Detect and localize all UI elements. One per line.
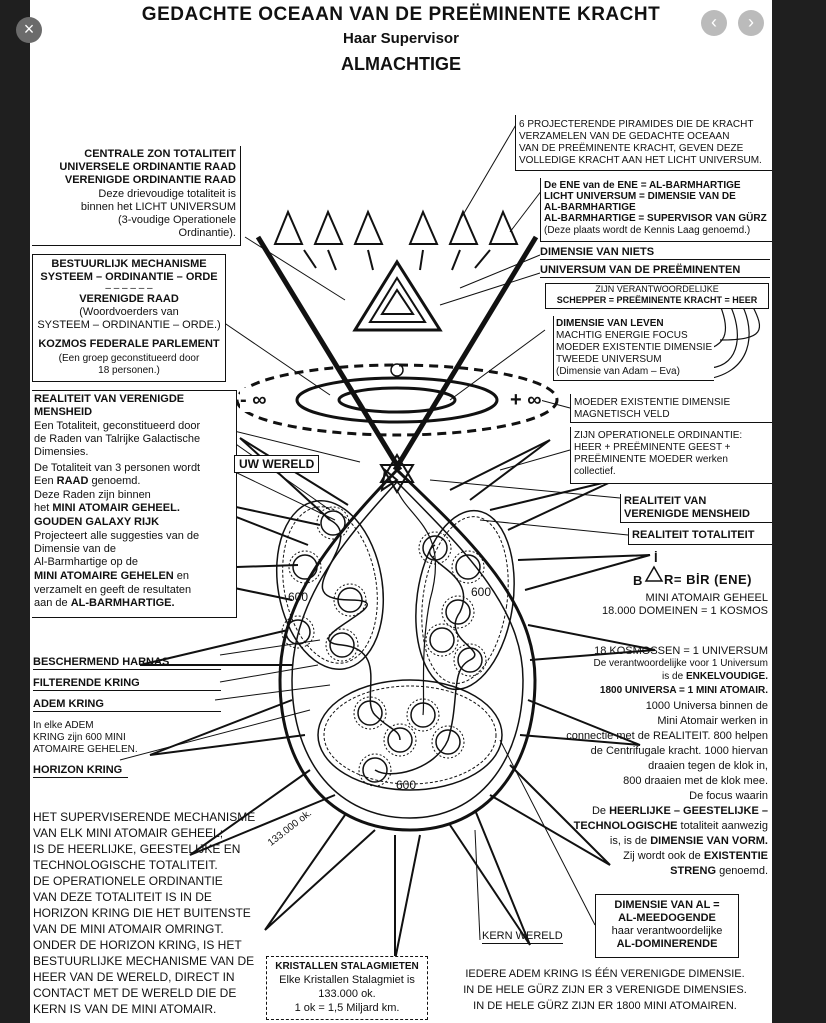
centrale-line-7: Ordinantie). <box>178 227 236 239</box>
realv-line-2: VERENIGDE MENSHEID <box>624 508 750 520</box>
pyramid-5 <box>450 212 477 244</box>
chevron-left-icon: ‹ <box>711 12 717 32</box>
oper-line-3: PREËMINENTE MOEDER werken <box>574 454 728 465</box>
operationele-box <box>570 427 772 484</box>
gouden-galaxy: GOUDEN GALAXY RIJK <box>34 516 160 528</box>
ene-box <box>540 178 772 242</box>
moeder-line-1: MOEDER EXISTENTIE DIMENSIE <box>574 397 731 408</box>
realiteit-verenigde-box <box>620 494 772 523</box>
pyr-line-1: 6 PROJECTERENDE PIRAMIDES DIE DE KRACHT <box>519 119 754 130</box>
centrale-line-6: (3-voudige Operationele <box>117 214 236 226</box>
pyr-line-2: VERZAMELEN VAN DE GEDACHTE OCEAAN <box>519 131 730 142</box>
mini-line-2: 18.000 DOMEINEN = 1 KOSMOS <box>602 605 768 617</box>
pyramid-2 <box>315 212 342 244</box>
mini-line-1: MINI ATOMAIR GEHEEL <box>645 592 768 604</box>
bottom-line-3: IN DE HELE GÜRZ ZIJN ER 1800 MINI ATOMAIREN. <box>473 1000 737 1012</box>
k-line-5: 1000 Universa binnen de <box>645 700 768 712</box>
k-line-4: 1800 UNIVERSA = 1 MINI ATOMAIR. <box>599 685 768 696</box>
sup-line-11: HEER VAN DE WERELD, DIRECT IN <box>33 970 235 984</box>
ene-line-3: AL-BARMHARTIGE <box>544 202 636 213</box>
kris-line-2: Elke Kristallen Stalagmiet is <box>279 974 415 986</box>
oper-line-1: ZIJN OPERATIONELE ORDINANTIE: <box>574 430 743 441</box>
bestuurlijk-title: BESTUURLIJK MECHANISME <box>51 258 207 270</box>
realiteit-box <box>32 390 237 618</box>
k-line-7: connectie met de REALITEIT. 800 helpen <box>566 730 768 742</box>
adem-line-1: In elke ADEM <box>33 720 94 731</box>
centrale-line-5: binnen het LICHT UNIVERSUM <box>80 201 236 213</box>
count-600-left: 600 <box>288 590 309 604</box>
sup-line-13: KERN IS VAN DE MINI ATOMAIR. <box>33 1002 217 1016</box>
verant-line-1: ZIJN VERANTWOORDELIJKE <box>595 284 719 294</box>
oper-line-2: HEER + PREËMINENTE GEEST + <box>574 442 731 453</box>
beschermend-harnas: BESCHERMEND HARNAS <box>33 656 221 670</box>
centrale-line-4: Deze drievoudige totaliteit is <box>98 188 236 200</box>
k-line-8: de Centrifugale kracht. 1000 hiervan <box>590 745 768 757</box>
kern-wereld: KERN WERELD <box>482 930 563 944</box>
k-line-9: draaien tegen de klok in, <box>648 760 768 772</box>
count-600-right: 600 <box>471 585 492 599</box>
dimensie-van-niets: DIMENSIE VAN NIETS <box>540 246 770 260</box>
leven-box <box>553 316 714 381</box>
sup-line-8: VAN DE MINI ATOMAIR OMRINGT. <box>33 922 224 936</box>
verenigde-raad: VERENIGDE RAAD <box>79 293 179 305</box>
oper-line-4: collectief. <box>574 466 616 477</box>
universum-preeminenten: UNIVERSUM VAN DE PREËMINENTEN <box>540 264 770 278</box>
k-line-14: is, is de DIMENSIE VAN VORM. <box>609 835 768 847</box>
sup-line-9: ONDER DE HORIZON KRING, IS HET <box>33 938 242 952</box>
pyramid-4 <box>410 212 437 244</box>
k-line-13: TECHNOLOGISCHE totaliteit aanwezig <box>573 820 768 832</box>
realiteit-totaliteit: REALITEIT TOTALITEIT <box>632 529 755 541</box>
bestuurlijk-line-2: SYSTEEM – ORDINANTIE – ORDE.) <box>37 319 221 331</box>
kristallen-box <box>266 956 428 1020</box>
ene-line-1: De ENE van de ENE = AL-BARMHARTIGE <box>544 180 741 191</box>
ene-line-2: LICHT UNIVERSUM = DIMENSIE VAN DE <box>544 191 736 202</box>
realiteit-line-1: Een Totaliteit, geconstitueerd door <box>34 420 201 432</box>
formula-triangle <box>644 565 664 583</box>
next-button[interactable] <box>738 10 764 36</box>
pyramids-box <box>515 115 772 171</box>
realiteit-line-12: verzamelt en geeft de resultaten <box>34 584 192 596</box>
leven-title: DIMENSIE VAN LEVEN <box>556 318 664 329</box>
bestuurlijk-subtitle: SYSTEEM – ORDINANTIE – ORDE <box>40 271 218 283</box>
k-line-6: Mini Atomair werken in <box>657 715 768 727</box>
sup-line-6: VAN DEZE TOTALITEIT IS IN DE <box>33 890 212 904</box>
sup-line-2: VAN ELK MINI ATOMAIR GEHEEL; <box>33 826 224 840</box>
leven-line-1: MACHTIG ENERGIE FOCUS <box>556 330 688 341</box>
adem-line-2: KRING zijn 600 MINI <box>33 732 126 743</box>
ok-133000-label: 133.000 ok. <box>266 807 314 849</box>
pyr-line-4: VOLLEDIGE KRACHT AAN HET LICHT UNIVERSUM. <box>519 155 762 166</box>
k-line-16: STRENG genoemd. <box>670 865 768 877</box>
kozmos-parlement: KOZMOS FEDERALE PARLEMENT <box>38 338 220 350</box>
bestuurlijk-dash: – – – – – – <box>105 283 153 294</box>
k-line-12: De HEERLIJKE – GEESTELIJKE – <box>591 805 768 817</box>
close-icon: × <box>23 19 35 39</box>
realiteit-totaliteit-box <box>628 528 772 545</box>
bottom-line-2: IN DE HELE GÜRZ ZIJN ER 3 VERENIGDE DIMENSIES. <box>463 984 747 996</box>
plus-infinity: + ∞ <box>510 389 542 411</box>
formula-dot-i: İ <box>654 550 658 565</box>
bestuurlijk-line-1: (Woordvoerders van <box>79 306 179 318</box>
k-line-15: Zij wordt ook de EXISTENTIE <box>623 850 768 862</box>
realiteit-line-4: De Totaliteit van 3 personen wordt <box>34 462 201 474</box>
centrale-line-1: CENTRALE ZON TOTALITEIT <box>84 148 236 160</box>
minus-infinity: - ∞ <box>240 389 267 411</box>
kris-line-3: 133.000 ok. <box>318 988 376 1000</box>
formula-b: B <box>633 573 643 588</box>
k-line-3: is de ENKELVOUDIGE. <box>662 671 768 682</box>
breath-ring-3 <box>318 680 502 790</box>
k-line-2: De verantwoordelijke voor 1 Universum <box>593 658 768 669</box>
realiteit-line-10: Al-Barmhartige op de <box>34 556 138 568</box>
sup-line-12: CONTACT MET DE WERELD DIE DE <box>33 986 237 1000</box>
realiteit-line-5: Een RAAD genoemd. <box>34 475 141 487</box>
bestuurlijk-line-4: 18 personen.) <box>98 365 160 376</box>
bestuurlijk-box <box>32 254 226 382</box>
leven-line-3: TWEEDE UNIVERSUM <box>556 354 662 365</box>
realiteit-title-2: MENSHEID <box>34 406 93 418</box>
realiteit-line-11: MINI ATOMAIRE GEHELEN en <box>34 570 190 582</box>
x-line-right <box>395 237 536 470</box>
kris-line-1: KRISTALLEN STALAGMIETEN <box>275 961 419 972</box>
formula: R= BİR (ENE) <box>664 572 752 587</box>
realiteit-line-3: Dimensies. <box>34 446 89 458</box>
bestuurlijk-line-3: (Een groep geconstitueerd door <box>58 353 200 364</box>
dimal-line-1: DIMENSIE VAN AL = <box>614 899 720 911</box>
k-line-10: 800 draaien met de klok mee. <box>623 775 768 787</box>
page-subtitle: Haar Supervisor <box>343 30 459 47</box>
realiteit-title-1: REALITEIT VAN VERENIGDE <box>34 393 185 405</box>
realv-line-1: REALITEIT VAN <box>624 495 707 507</box>
outer-ellipse <box>297 378 497 422</box>
moeder-line-2: MAGNETISCH VELD <box>574 409 670 420</box>
centrale-line-3: VERENIGDE ORDINANTIE RAAD <box>64 174 236 186</box>
sup-line-1: HET SUPERVISERENDE MECHANISME <box>33 810 256 824</box>
adem-line-3: ATOMAIRE GEHELEN. <box>33 744 138 755</box>
leven-line-2: MOEDER EXISTENTIE DIMENSIE <box>556 342 713 353</box>
leven-line-4: (Dimensie van Adam – Eva) <box>556 366 680 377</box>
filterende-kring: FILTERENDE KRING <box>33 677 221 691</box>
prev-button[interactable] <box>701 10 727 36</box>
centrale-zon-box <box>32 146 241 246</box>
pyramid-1 <box>275 212 302 244</box>
page-title-2: ALMACHTIGE <box>341 54 461 74</box>
horizon-kring: HORIZON KRING <box>33 764 128 778</box>
k-line-1: 18 KOSMOSSEN = 1 UNIVERSUM <box>594 645 768 657</box>
realiteit-line-6: Deze Raden zijn binnen <box>34 489 151 501</box>
sup-line-5: DE OPERATIONELE ORDINANTIE <box>33 874 223 888</box>
moeder-box <box>570 394 772 423</box>
sup-line-7: HORIZON KRING DIE HET BUITENSTE <box>33 906 251 920</box>
verantwoordelijke-box <box>545 283 769 309</box>
realiteit-line-8: Projecteert alle suggesties van de <box>34 530 200 542</box>
kris-line-4: 1 ok = 1,5 Miljard km. <box>294 1002 400 1014</box>
dimal-line-3: haar verantwoordelijke <box>611 925 723 937</box>
pyramid-3 <box>355 212 382 244</box>
centrale-line-2: UNIVERSELE ORDINANTIE RAAD <box>59 161 236 173</box>
realiteit-line-13: aan de AL-BARMHARTIGE. <box>34 597 175 609</box>
verant-line-2: SCHEPPER = PREËMINENTE KRACHT = HEER <box>556 295 758 305</box>
chevron-right-icon: › <box>748 12 754 32</box>
central-pyramid <box>355 262 440 330</box>
sup-line-4: TECHNOLOGISCHE TOTALITEIT. <box>33 858 218 872</box>
dimensie-van-al-box <box>595 894 739 958</box>
realiteit-line-7: het MINI ATOMAIR GEHEEL. <box>34 502 180 514</box>
count-600-bottom: 600 <box>396 778 417 792</box>
uw-wereld-label: UW WERELD <box>234 455 319 473</box>
ene-line-5: (Deze plaats wordt de Kennis Laag genoemd.) <box>544 225 751 236</box>
ene-line-4: AL-BARMHARTIGE = SUPERVISOR VAN GÜRZ <box>544 213 767 224</box>
k-line-11: De focus waarin <box>689 790 768 802</box>
realiteit-line-9: Dimensie van de <box>34 543 116 555</box>
bottom-line-1: IEDERE ADEM KRING IS ÉÉN VERENIGDE DIMENSIE. <box>465 968 745 980</box>
close-button[interactable] <box>16 17 42 43</box>
pyr-line-3: VAN DE PREËMINENTE KRACHT, GEVEN DEZE <box>519 143 744 154</box>
sup-line-10: BESTUURLIJKE MECHANISME VAN DE <box>33 954 255 968</box>
dimal-line-4: AL-DOMINERENDE <box>616 938 718 950</box>
dimal-line-2: AL-MEEDOGENDE <box>618 912 716 924</box>
realiteit-line-2: de Raden van Talrijke Galactische <box>34 433 201 445</box>
diagram-sheet <box>30 0 772 1023</box>
sup-line-3: IS DE HEERLIJKE, GEESTELIJKE EN <box>33 842 241 856</box>
adem-kring: ADEM KRING <box>33 698 221 712</box>
page-title: GEDACHTE OCEAAN VAN DE PREËMINENTE KRACHT <box>141 4 661 25</box>
